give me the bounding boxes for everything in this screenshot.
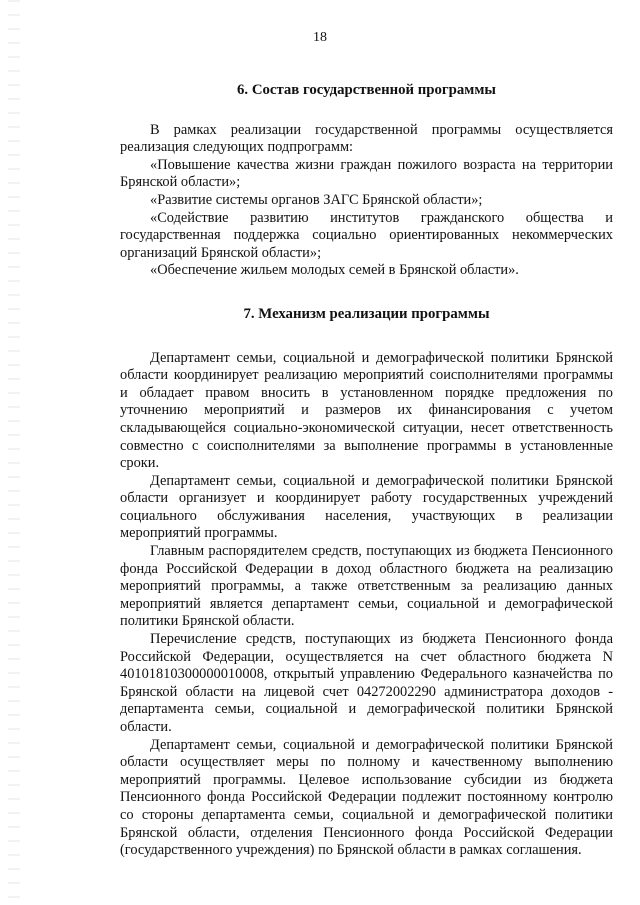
document-body [120, 82, 613, 860]
section-7-paragraph: Перечисление средств, поступающих из бюджета Пенсионного фонда Российской Федерации, осуществляется на счет областного бюджета N 40101810300000010008, открытый управлению Федерального казначейства по Брянской области на лицевой счет 04272002290 администратора доходов - департамента семьи, социальной и демографической политики Брянской области. [120, 631, 613, 735]
scan-binding-edge [8, 0, 20, 905]
subprogram-item: «Обеспечение жильем молодых семей в Брянской области». [150, 262, 519, 279]
subprogram-item: «Содействие развитию институтов гражданского общества и государственная поддержка социально ориентированных некоммерческих организаций Брянской области»; [120, 209, 613, 261]
section-6-heading: 6. Состав государственной программы [237, 82, 496, 98]
subprogram-list [120, 157, 613, 280]
subprogram-item: «Повышение качества жизни граждан пожилого возраста на территории Брянской области»; [120, 156, 613, 191]
section-6-intro: В рамках реализации государственной программы осуществляется реализация следующих подпрограмм: [120, 121, 613, 156]
section-7-paragraph: Департамент семьи, социальной и демографической политики Брянской области осуществляет меры по полному и качественному выполнению мероприятий программы. Целевое использование субсидии из бюджета Пенсионного фонда Российской Федерации подлежит постоянному контролю со стороны департамента семьи, социальной и демографической политики Брянской области, отделения Пенсионного фонда Российской Федерации (государственного учреждения) по Брянской области в рамках соглашения. [120, 736, 613, 859]
section-7-paragraph: Главным распорядителем средств, поступающих из бюджета Пенсионного фонда Российской Федерации в доход областного бюджета на реализацию мероприятий программы, а также ответственным за реализацию данных мероприятий является департамент семьи, социальной и демографической политики Брянской области. [120, 543, 613, 630]
page-number: 18 [313, 30, 327, 45]
section-7-heading: 7. Механизм реализации программы [243, 305, 490, 322]
subprogram-item: «Развитие системы органов ЗАГС Брянской области»; [150, 191, 483, 208]
section-7-paragraph: Департамент семьи, социальной и демографической политики Брянской области организует и координирует работу государственных учреждений социального обслуживания населения, участвующих в реализации мероприятий программы. [120, 472, 613, 542]
section-7-paragraph: Департамент семьи, социальной и демографической политики Брянской области координирует реализацию мероприятий соисполнителями программы и обладает правом вносить в установленном порядке предложения по уточнению мероприятий и размеров их финансирования с учетом складывающейся социально-экономической ситуации, несет ответственность совместно с соисполнителями за выполнение программы в установленные сроки. [120, 349, 613, 472]
